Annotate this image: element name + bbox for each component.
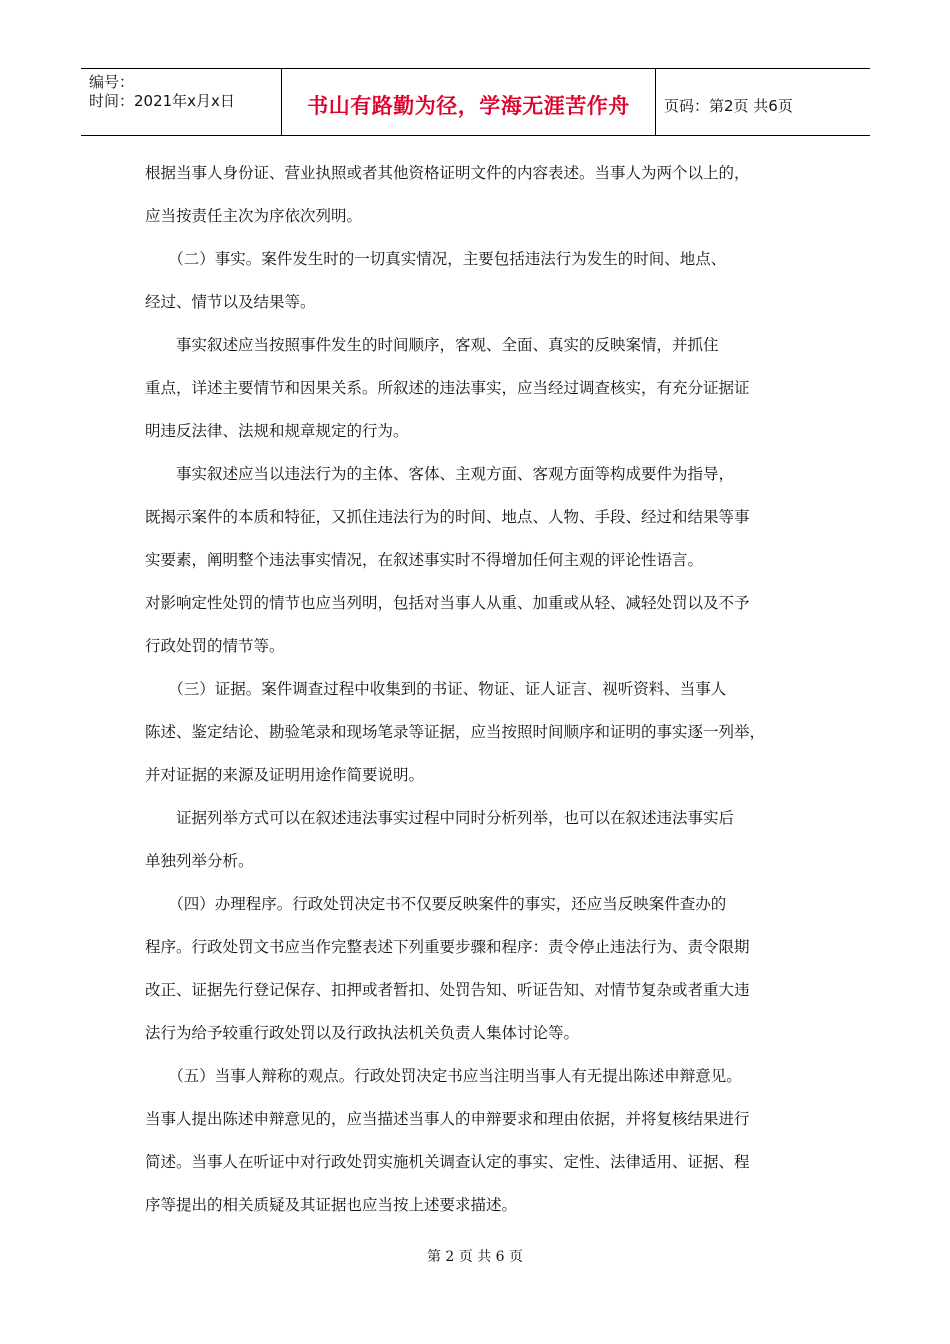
paragraph-line: 行政处罚的情节等。 [145,637,285,655]
paragraph-line: （五）当事人辩称的观点。行政处罚决定书应当注明当事人有无提出陈述申辩意见。 [145,1067,742,1085]
paragraph-line: 程序。行政处罚文书应当作完整表述下列重要步骤和程序：责令停止违法行为、责令限期 [145,938,750,956]
document-date: 时间：2021年x月x日 [89,92,235,110]
paragraph-line: 经过、情节以及结果等。 [145,293,316,311]
paragraph-line: （二）事实。案件发生时的一切真实情况，主要包括违法行为发生的时间、地点、 [145,250,727,268]
paragraph-line: 单独列举分析。 [145,852,254,870]
paragraph-line: 根据当事人身份证、营业执照或者其他资格证明文件的内容表述。当事人为两个以上的， [145,164,750,182]
header-page-info: 页码：第2页 共6页 [664,96,793,115]
header-motto: 书山有路勤为径，学海无涯苦作舟 [307,94,630,118]
header-motto-cell [282,69,656,135]
header-meta [81,69,282,135]
paragraph-line: 重点，详述主要情节和因果关系。所叙述的违法事实，应当经过调查核实，有充分证据证 [145,379,750,397]
paragraph-line: 证据列举方式可以在叙述违法事实过程中同时分析列举，也可以在叙述违法事实后 [145,809,735,827]
paragraph-line: 序等提出的相关质疑及其证据也应当按上述要求描述。 [145,1196,518,1214]
paragraph-line: （四）办理程序。行政处罚决定书不仅要反映案件的事实，还应当反映案件查办的 [145,895,727,913]
paragraph-line: 对影响定性处罚的情节也应当列明，包括对当事人从重、加重或从轻、减轻处罚以及不予 [145,594,750,612]
paragraph-line: 既揭示案件的本质和特征，又抓住违法行为的时间、地点、人物、手段、经过和结果等事 [145,508,750,526]
paragraph-line: 法行为给予较重行政处罚以及行政执法机关负责人集体讨论等。 [145,1024,580,1042]
page-footer: 第 2 页 共 6 页 [426,1249,524,1265]
paragraph-line: 简述。当事人在听证中对行政处罚实施机关调查认定的事实、定性、法律适用、证据、程 [145,1153,750,1171]
document-number-label: 编号： [89,73,135,91]
paragraph-line: 并对证据的来源及证明用途作简要说明。 [145,766,425,784]
paragraph-line: 实要素，阐明整个违法事实情况，在叙述事实时不得增加任何主观的评论性语言。 [145,551,704,569]
paragraph-line: （三）证据。案件调查过程中收集到的书证、物证、证人证言、视听资料、当事人 [145,680,727,698]
document-body [145,152,810,1227]
paragraph-line: 当事人提出陈述申辩意见的，应当描述当事人的申辩要求和理由依据，并将复核结果进行 [145,1110,750,1128]
header-page-info-cell [656,69,870,135]
paragraph-line: 陈述、鉴定结论、勘验笔录和现场笔录等证据，应当按照时间顺序和证明的事实逐一列举， [145,723,766,741]
paragraph-line: 明违反法律、法规和规章规定的行为。 [145,422,409,440]
paragraph-line: 事实叙述应当按照事件发生的时间顺序，客观、全面、真实的反映案情，并抓住 [145,336,719,354]
page-header [81,68,870,136]
paragraph-line: 改正、证据先行登记保存、扣押或者暂扣、处罚告知、听证告知、对情节复杂或者重大违 [145,981,750,999]
paragraph-line: 事实叙述应当以违法行为的主体、客体、主观方面、客观方面等构成要件为指导， [145,465,735,483]
paragraph-line: 应当按责任主次为序依次列明。 [145,207,363,225]
